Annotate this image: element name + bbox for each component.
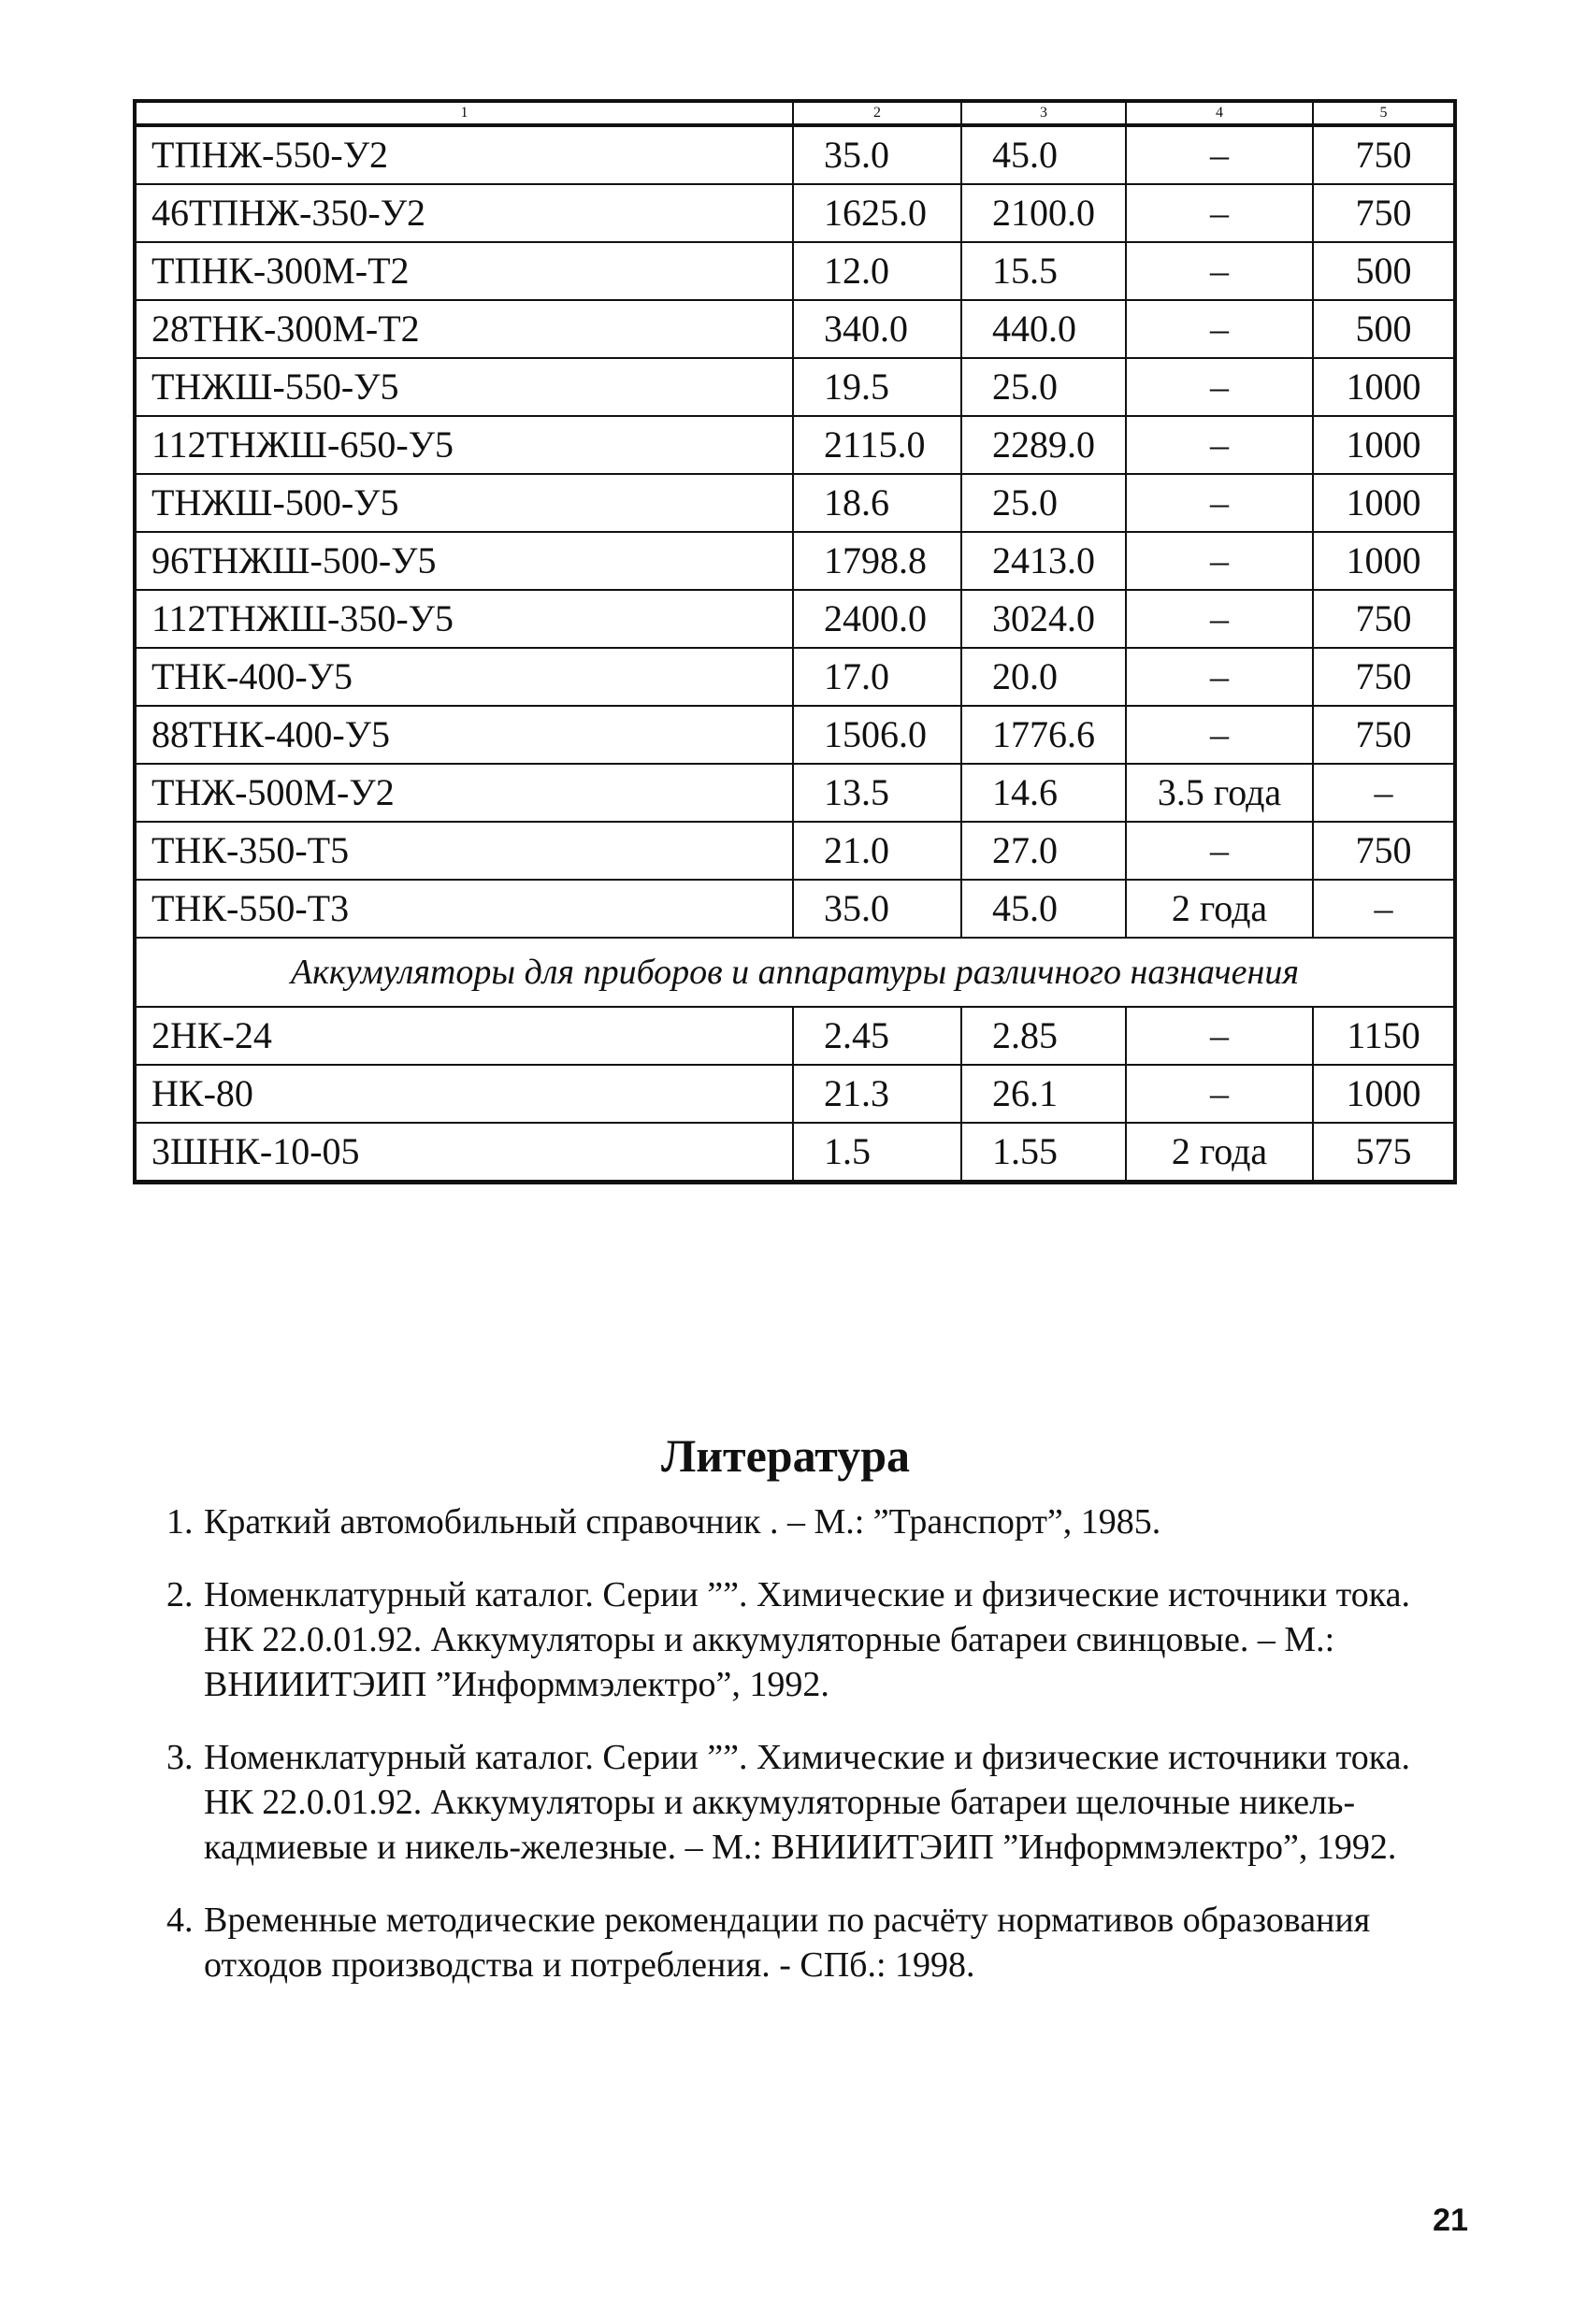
table-cell: ТНК-350-Т5 <box>135 822 793 880</box>
table-cell: 27.0 <box>961 822 1126 880</box>
table-cell: 25.0 <box>961 358 1126 416</box>
table-cell: 35.0 <box>793 125 961 184</box>
header-cell: 1 <box>135 101 793 125</box>
section-title: Аккумуляторы для приборов и аппаратуры различного назначения <box>135 938 1455 1007</box>
table-cell: 46ТПНЖ-350-У2 <box>135 184 793 242</box>
table-cell: – <box>1126 706 1313 764</box>
table-cell: 2413.0 <box>961 532 1126 590</box>
table-cell: 45.0 <box>961 880 1126 938</box>
table-cell: 750 <box>1313 125 1455 184</box>
table-cell: 575 <box>1313 1123 1455 1183</box>
table-cell: – <box>1126 300 1313 358</box>
table-row <box>135 184 1455 242</box>
table-cell: 1000 <box>1313 416 1455 474</box>
table-cell: 18.6 <box>793 474 961 532</box>
table-cell: 25.0 <box>961 474 1126 532</box>
table-cell: – <box>1126 474 1313 532</box>
table-cell: 28ТНК-300М-Т2 <box>135 300 793 358</box>
table-cell: 3ШНК-10-05 <box>135 1123 793 1183</box>
table-row <box>135 242 1455 300</box>
reference-number: 3. <box>166 1738 194 1777</box>
table-cell: 96ТНЖШ-500-У5 <box>135 532 793 590</box>
header-cell: 5 <box>1313 101 1455 125</box>
table-cell: 750 <box>1313 822 1455 880</box>
table-cell: 440.0 <box>961 300 1126 358</box>
battery-table <box>133 99 1457 1184</box>
table-cell: 14.6 <box>961 764 1126 822</box>
table-cell: 12.0 <box>793 242 961 300</box>
table-cell: 750 <box>1313 590 1455 648</box>
table-cell: 88ТНК-400-У5 <box>135 706 793 764</box>
table-cell: 2.85 <box>961 1007 1126 1065</box>
table-cell: ТНЖШ-550-У5 <box>135 358 793 416</box>
table-row <box>135 706 1455 764</box>
reference-text: Краткий автомобильный справочник . – М.: ”Транспорт”, 1985. <box>204 1502 1161 1542</box>
table-cell: 2115.0 <box>793 416 961 474</box>
table-cell: – <box>1313 764 1455 822</box>
table-row <box>135 125 1455 184</box>
table-cell: 17.0 <box>793 648 961 706</box>
table-row <box>135 358 1455 416</box>
header-cell: 4 <box>1126 101 1313 125</box>
table-cell: НК-80 <box>135 1065 793 1123</box>
reference-item <box>166 1898 1457 1987</box>
table-cell: ТПНЖ-550-У2 <box>135 125 793 184</box>
reference-item <box>166 1499 1457 1544</box>
table-cell: 35.0 <box>793 880 961 938</box>
table-row <box>135 300 1455 358</box>
table-cell: 750 <box>1313 648 1455 706</box>
table-cell: ТПНК-300М-Т2 <box>135 242 793 300</box>
table-cell: – <box>1126 1007 1313 1065</box>
table-cell: – <box>1126 416 1313 474</box>
table-cell: – <box>1126 532 1313 590</box>
table-cell: ТНЖ-500М-У2 <box>135 764 793 822</box>
table-row <box>135 1123 1455 1183</box>
table-cell: – <box>1126 125 1313 184</box>
table-cell: 1.55 <box>961 1123 1126 1183</box>
table-row <box>135 764 1455 822</box>
table-cell: 1000 <box>1313 474 1455 532</box>
table-cell: 1000 <box>1313 1065 1455 1123</box>
table-row <box>135 1065 1455 1123</box>
header-cell: 2 <box>793 101 961 125</box>
table-cell: 15.5 <box>961 242 1126 300</box>
table-cell: 1506.0 <box>793 706 961 764</box>
reference-item <box>166 1735 1457 1870</box>
table-cell: 2НК-24 <box>135 1007 793 1065</box>
table-cell: ТНК-400-У5 <box>135 648 793 706</box>
table-cell: 2 года <box>1126 880 1313 938</box>
table-cell: – <box>1313 880 1455 938</box>
literature-title: Литература <box>660 1429 911 1482</box>
table-cell: 1000 <box>1313 532 1455 590</box>
table-cell: – <box>1126 358 1313 416</box>
table-cell: 2400.0 <box>793 590 961 648</box>
table-cell: 13.5 <box>793 764 961 822</box>
table-cell: 1150 <box>1313 1007 1455 1065</box>
table-cell: 1.5 <box>793 1123 961 1183</box>
table-cell: – <box>1126 648 1313 706</box>
table-cell: 500 <box>1313 242 1455 300</box>
table-row <box>135 822 1455 880</box>
table-row <box>135 1007 1455 1065</box>
table-cell: ТНЖШ-500-У5 <box>135 474 793 532</box>
table-cell: 45.0 <box>961 125 1126 184</box>
reference-text: Временные методические рекомендации по расчёту нормативов образования отходов производства и потребления. - СПб.: 1998. <box>204 1901 1371 1985</box>
table-cell: 750 <box>1313 184 1455 242</box>
page-number: 21 <box>1433 2202 1468 2238</box>
table-cell: ТНК-550-Т3 <box>135 880 793 938</box>
table-cell: – <box>1126 1065 1313 1123</box>
reference-text: Номенклатурный каталог. Серии ””. Химические и физические источники тока. НК 22.0.01.92. Аккумуляторы и аккумуляторные батареи свинцовые. – М.: ВНИИИТЭИП ”Информмэлектро”, 1992. <box>204 1575 1410 1704</box>
section-row <box>135 938 1455 1007</box>
table-cell: 19.5 <box>793 358 961 416</box>
table-cell: 1776.6 <box>961 706 1126 764</box>
table-cell: 2.45 <box>793 1007 961 1065</box>
table-cell: 1000 <box>1313 358 1455 416</box>
table-cell: – <box>1126 590 1313 648</box>
reference-number: 2. <box>166 1575 194 1614</box>
table-cell: 112ТНЖШ-350-У5 <box>135 590 793 648</box>
table-cell: 26.1 <box>961 1065 1126 1123</box>
table-cell: – <box>1126 184 1313 242</box>
table-cell: – <box>1126 242 1313 300</box>
table-cell: 340.0 <box>793 300 961 358</box>
table-cell: 20.0 <box>961 648 1126 706</box>
reference-text: Номенклатурный каталог. Серии ””. Химические и физические источники тока. НК 22.0.01.92. Аккумуляторы и аккумуляторные батареи щелочные никель-кадмиевые и никель-железные. – М.: ВНИИИТЭИП ”Информмэлектро”, 1992. <box>204 1738 1410 1867</box>
table-cell: 112ТНЖШ-650-У5 <box>135 416 793 474</box>
table-cell: 2289.0 <box>961 416 1126 474</box>
table-cell: 750 <box>1313 706 1455 764</box>
table-row <box>135 416 1455 474</box>
reference-item <box>166 1572 1457 1707</box>
table-row <box>135 880 1455 938</box>
table-cell: – <box>1126 822 1313 880</box>
table-cell: 2100.0 <box>961 184 1126 242</box>
table-cell: 2 года <box>1126 1123 1313 1183</box>
reference-list <box>166 1499 1457 2016</box>
table-row <box>135 474 1455 532</box>
table-cell: 1798.8 <box>793 532 961 590</box>
table-cell: 1625.0 <box>793 184 961 242</box>
table-cell: 21.0 <box>793 822 961 880</box>
table-cell: 21.3 <box>793 1065 961 1123</box>
table-cell: 500 <box>1313 300 1455 358</box>
table-cell: 3024.0 <box>961 590 1126 648</box>
header-cell: 3 <box>961 101 1126 125</box>
table-header-row <box>135 101 1455 125</box>
reference-number: 1. <box>166 1502 194 1542</box>
table-cell: 3.5 года <box>1126 764 1313 822</box>
table-row <box>135 648 1455 706</box>
reference-number: 4. <box>166 1901 194 1940</box>
table-row <box>135 532 1455 590</box>
table-row <box>135 590 1455 648</box>
